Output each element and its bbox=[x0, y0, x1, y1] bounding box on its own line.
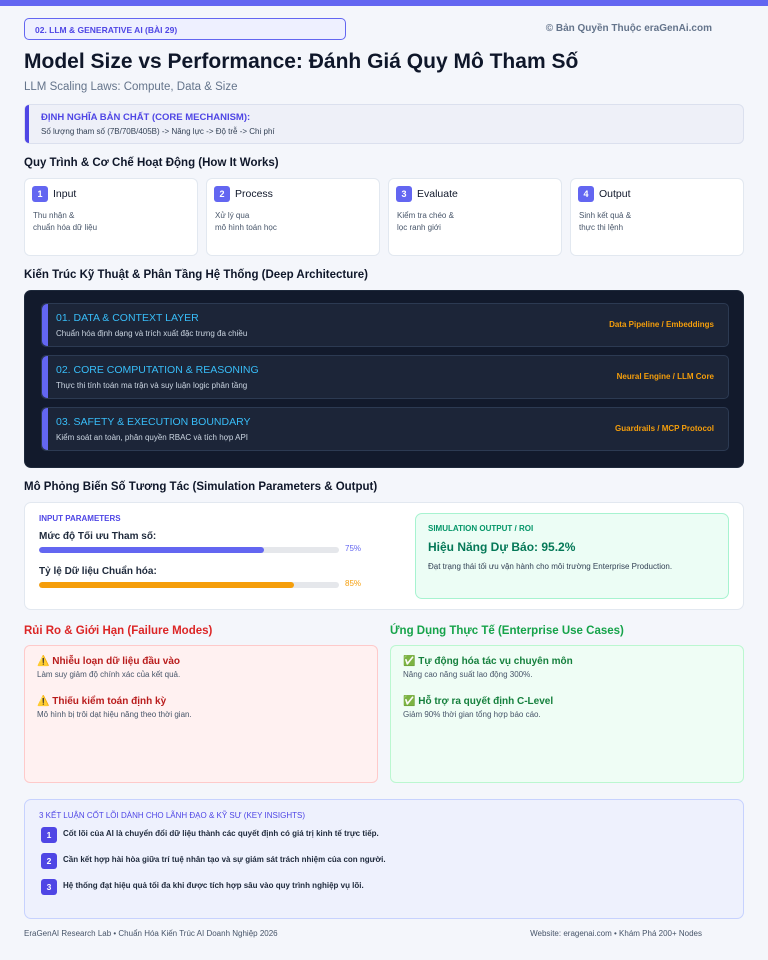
risk-heading: ⚠️ Thiếu kiểm toán định kỳ bbox=[37, 696, 167, 707]
key-insights-panel bbox=[24, 799, 744, 919]
step-number: 2 bbox=[214, 186, 230, 202]
layer-desc: Chuẩn hóa định dạng và trích xuất đặc trưng đa chiều bbox=[56, 329, 248, 338]
step-process bbox=[206, 178, 380, 256]
architecture-title: Kiến Trúc Kỹ Thuật & Phân Tầng Hệ Thống (Deep Architecture) bbox=[24, 269, 368, 281]
step-desc: Sinh kết quả & thực thi lệnh bbox=[579, 211, 632, 232]
risk-desc: Làm suy giảm độ chính xác của kết quả. bbox=[37, 670, 181, 679]
layer-desc: Thực thi tính toán ma trận và suy luận logic phân tầng bbox=[56, 381, 248, 390]
step-desc: Xử lý qua mô hình toán học bbox=[215, 211, 277, 232]
output-desc: Đạt trạng thái tối ưu vận hành cho môi trường Enterprise Production. bbox=[428, 562, 673, 571]
param-label: Tỷ lệ Dữ liệu Chuẩn hóa: bbox=[39, 566, 157, 577]
layer-core-computation bbox=[41, 355, 729, 399]
layer-desc: Kiểm soát an toàn, phân quyền RBAC và tích hợp API bbox=[56, 433, 249, 442]
usecase-desc: Giảm 90% thời gian tổng hợp báo cáo. bbox=[403, 710, 541, 719]
insight-number: 1 bbox=[41, 827, 57, 843]
layer-accent bbox=[42, 304, 48, 346]
layer-safety-execution bbox=[41, 407, 729, 451]
layer-accent bbox=[42, 356, 48, 398]
layer-data-context bbox=[41, 303, 729, 347]
page-title: Model Size vs Performance: Đánh Giá Quy Mô Tham Số bbox=[24, 50, 579, 73]
copyright-text: © Bản Quyền Thuộc eraGenAi.com bbox=[545, 23, 712, 34]
insight-text: Cốt lõi của AI là chuyển đổi dữ liệu thành các quyết định có giá trị kinh tế trực tiếp. bbox=[63, 829, 379, 838]
top-accent-bar bbox=[0, 0, 768, 6]
layer-name: 02. CORE COMPUTATION & REASONING bbox=[56, 364, 259, 376]
step-number: 4 bbox=[578, 186, 594, 202]
usecase-desc: Nâng cao năng suất lao động 300%. bbox=[403, 670, 533, 679]
param-percent: 75% bbox=[345, 544, 362, 553]
layer-tag: Neural Engine / LLM Core bbox=[616, 372, 714, 381]
insight-number: 2 bbox=[41, 853, 57, 869]
simulation-title: Mô Phỏng Biến Số Tương Tác (Simulation Parameters & Output) bbox=[24, 481, 378, 493]
step-name: Input bbox=[53, 188, 77, 200]
lesson-badge: 02. LLM & GENERATIVE AI (BÀI 29) bbox=[24, 18, 346, 40]
risk-desc: Mô hình bị trôi dạt hiệu năng theo thời gian. bbox=[37, 710, 192, 719]
risk-heading: ⚠️ Nhiễu loạn dữ liệu đầu vào bbox=[37, 656, 181, 667]
layer-name: 03. SAFETY & EXECUTION BOUNDARY bbox=[56, 416, 251, 428]
workflow-steps bbox=[24, 178, 744, 256]
step-number: 3 bbox=[396, 186, 412, 202]
step-name: Evaluate bbox=[417, 188, 458, 200]
param-percent: 85% bbox=[345, 579, 362, 588]
usecase-heading: ✅ Tự động hóa tác vụ chuyên môn bbox=[403, 656, 573, 667]
risks-title: Rủi Ro & Giới Hạn (Failure Modes) bbox=[24, 625, 213, 637]
insight-text: Hệ thống đạt hiệu quả tối đa khi được tích hợp sâu vào quy trình nghiệp vụ lõi. bbox=[63, 881, 364, 890]
usecase-heading: ✅ Hỗ trợ ra quyết định C-Level bbox=[403, 696, 554, 707]
param-slider-fill bbox=[39, 582, 294, 588]
footer-right: Website: eragenai.com • Khám Phá 200+ Nodes bbox=[530, 929, 702, 938]
simulation-panel bbox=[24, 502, 744, 610]
definition-text: Số lượng tham số (7B/70B/405B) -> Năng lực -> Độ trễ -> Chi phí bbox=[41, 127, 275, 136]
workflow-title: Quy Trình & Cơ Chế Hoạt Động (How It Works) bbox=[24, 157, 279, 169]
layer-tag: Guardrails / MCP Protocol bbox=[615, 424, 714, 433]
output-value: Hiệu Năng Dự Báo: 95.2% bbox=[428, 540, 576, 554]
param-slider-track[interactable] bbox=[39, 582, 339, 588]
step-number: 1 bbox=[32, 186, 48, 202]
step-desc: Thu nhận & chuẩn hóa dữ liệu bbox=[33, 211, 98, 232]
layer-tag: Data Pipeline / Embeddings bbox=[609, 320, 714, 329]
risks-panel bbox=[24, 645, 378, 783]
usecases-panel bbox=[390, 645, 744, 783]
step-input bbox=[24, 178, 198, 256]
param-label: Mức độ Tối ưu Tham số: bbox=[39, 531, 157, 542]
insight-number: 3 bbox=[41, 879, 57, 895]
simulation-output-box bbox=[415, 513, 729, 599]
step-output bbox=[570, 178, 744, 256]
definition-accent bbox=[25, 105, 29, 143]
insights-heading: 3 KẾT LUẬN CỐT LÕI DÀNH CHO LÃNH ĐẠO & KỸ SƯ (KEY INSIGHTS) bbox=[39, 811, 306, 820]
definition-box bbox=[24, 104, 744, 144]
insight-text: Cần kết hợp hài hòa giữa trí tuệ nhân tạo và sự giám sát trách nhiệm của con người. bbox=[63, 855, 386, 864]
step-desc: Kiểm tra chéo & lọc ranh giới bbox=[397, 211, 454, 232]
param-slider-fill bbox=[39, 547, 264, 553]
page-subtitle: LLM Scaling Laws: Compute, Data & Size bbox=[24, 81, 238, 93]
step-name: Output bbox=[599, 188, 631, 200]
usecases-title: Ứng Dụng Thực Tế (Enterprise Use Cases) bbox=[390, 625, 624, 637]
param-slider-track[interactable] bbox=[39, 547, 339, 553]
architecture-panel bbox=[24, 290, 744, 468]
output-heading: SIMULATION OUTPUT / ROI bbox=[428, 524, 534, 533]
layer-name: 01. DATA & CONTEXT LAYER bbox=[56, 312, 199, 324]
step-name: Process bbox=[235, 188, 273, 200]
layer-accent bbox=[42, 408, 48, 450]
definition-heading: ĐỊNH NGHĨA BẢN CHẤT (CORE MECHANISM): bbox=[41, 112, 251, 123]
step-evaluate bbox=[388, 178, 562, 256]
footer-left: EraGenAI Research Lab • Chuẩn Hóa Kiến Trúc AI Doanh Nghiệp 2026 bbox=[24, 929, 278, 938]
input-parameters-heading: INPUT PARAMETERS bbox=[39, 514, 121, 523]
